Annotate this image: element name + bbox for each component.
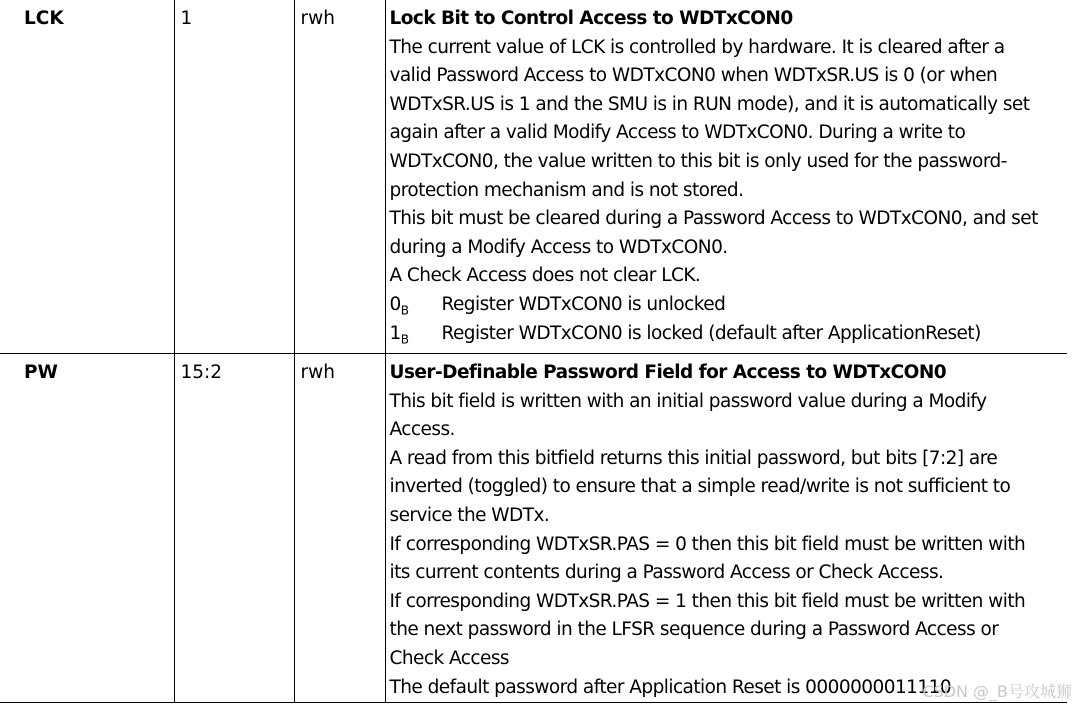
enum-value: $0_B$ bbox=[389, 293, 409, 318]
description-line: The default password after Application Reset is 0000000011110 bbox=[389, 676, 952, 698]
field-title: User-Definable Password Field for Access to WDTxCON0 bbox=[389, 362, 947, 383]
description-line: This bit must be cleared during a Password Access to WDTxCON0, and set bbox=[389, 208, 1038, 230]
field-bits: 15:2 bbox=[180, 362, 223, 383]
description-line: during a Modify Access to WDTxCON0. bbox=[389, 236, 728, 258]
enum-value: $1_B$ bbox=[389, 322, 409, 347]
field-title: Lock Bit to Control Access to WDTxCON0 bbox=[389, 8, 793, 29]
enum-entry bbox=[390, 320, 1062, 349]
field-bits-cell bbox=[174, 0, 294, 354]
field-description bbox=[386, 0, 1068, 348]
field-name: PW bbox=[24, 362, 58, 383]
field-bits: 1 bbox=[180, 8, 193, 29]
description-line: This bit field is written with an initial password value during a Modify bbox=[389, 390, 987, 412]
description-line: The current value of LCK is controlled by hardware. It is cleared after a bbox=[389, 36, 1005, 58]
field-description-cell bbox=[385, 354, 1067, 703]
description-line: A read from this bitfield returns this initial password, but bits [7:2] are bbox=[389, 447, 998, 469]
field-description bbox=[386, 354, 1068, 702]
field-type-cell bbox=[294, 354, 385, 703]
field-type: rwh bbox=[300, 8, 335, 29]
table-row bbox=[0, 0, 1067, 354]
description-line: A Check Access does not clear LCK. bbox=[389, 265, 701, 287]
description-line: its current contents during a Password Access or Check Access. bbox=[389, 562, 944, 584]
description-line: service the WDTx. bbox=[389, 504, 550, 526]
field-type: rwh bbox=[300, 362, 335, 383]
field-type-cell bbox=[294, 0, 385, 354]
table-row bbox=[0, 354, 1067, 703]
field-name-cell bbox=[0, 0, 174, 354]
enum-entry bbox=[390, 291, 1062, 320]
field-name: LCK bbox=[24, 8, 64, 29]
description-line: protection mechanism and is not stored. bbox=[389, 179, 744, 201]
field-bits-cell bbox=[174, 354, 294, 703]
description-line: again after a valid Modify Access to WDTxCON0. During a write to bbox=[389, 122, 966, 144]
field-description-cell bbox=[385, 0, 1067, 354]
enum-text: Register WDTxCON0 is locked (default after ApplicationReset) bbox=[441, 322, 981, 344]
description-line: Access. bbox=[389, 419, 455, 441]
csdn-watermark: CSDN @_B号攻城狮 bbox=[922, 682, 1072, 701]
description-line: If corresponding WDTxSR.PAS = 1 then this bit field must be written with bbox=[389, 590, 1026, 612]
field-name-cell bbox=[0, 354, 174, 703]
description-line: inverted (toggled) to ensure that a simple read/write is not sufficient to bbox=[389, 476, 1011, 498]
description-line: valid Password Access to WDTxCON0 when WDTxSR.US is 0 (or when bbox=[389, 65, 998, 87]
description-line: the next password in the LFSR sequence during a Password Access or bbox=[389, 619, 999, 641]
enum-text: Register WDTxCON0 is unlocked bbox=[441, 293, 726, 315]
description-line: Check Access bbox=[389, 647, 510, 669]
description-line: WDTxCON0, the value written to this bit is only used for the password- bbox=[389, 150, 1007, 172]
description-line: WDTxSR.US is 1 and the SMU is in RUN mode), and it is automatically set bbox=[389, 93, 1030, 115]
description-line: If corresponding WDTxSR.PAS = 0 then this bit field must be written with bbox=[389, 533, 1026, 555]
